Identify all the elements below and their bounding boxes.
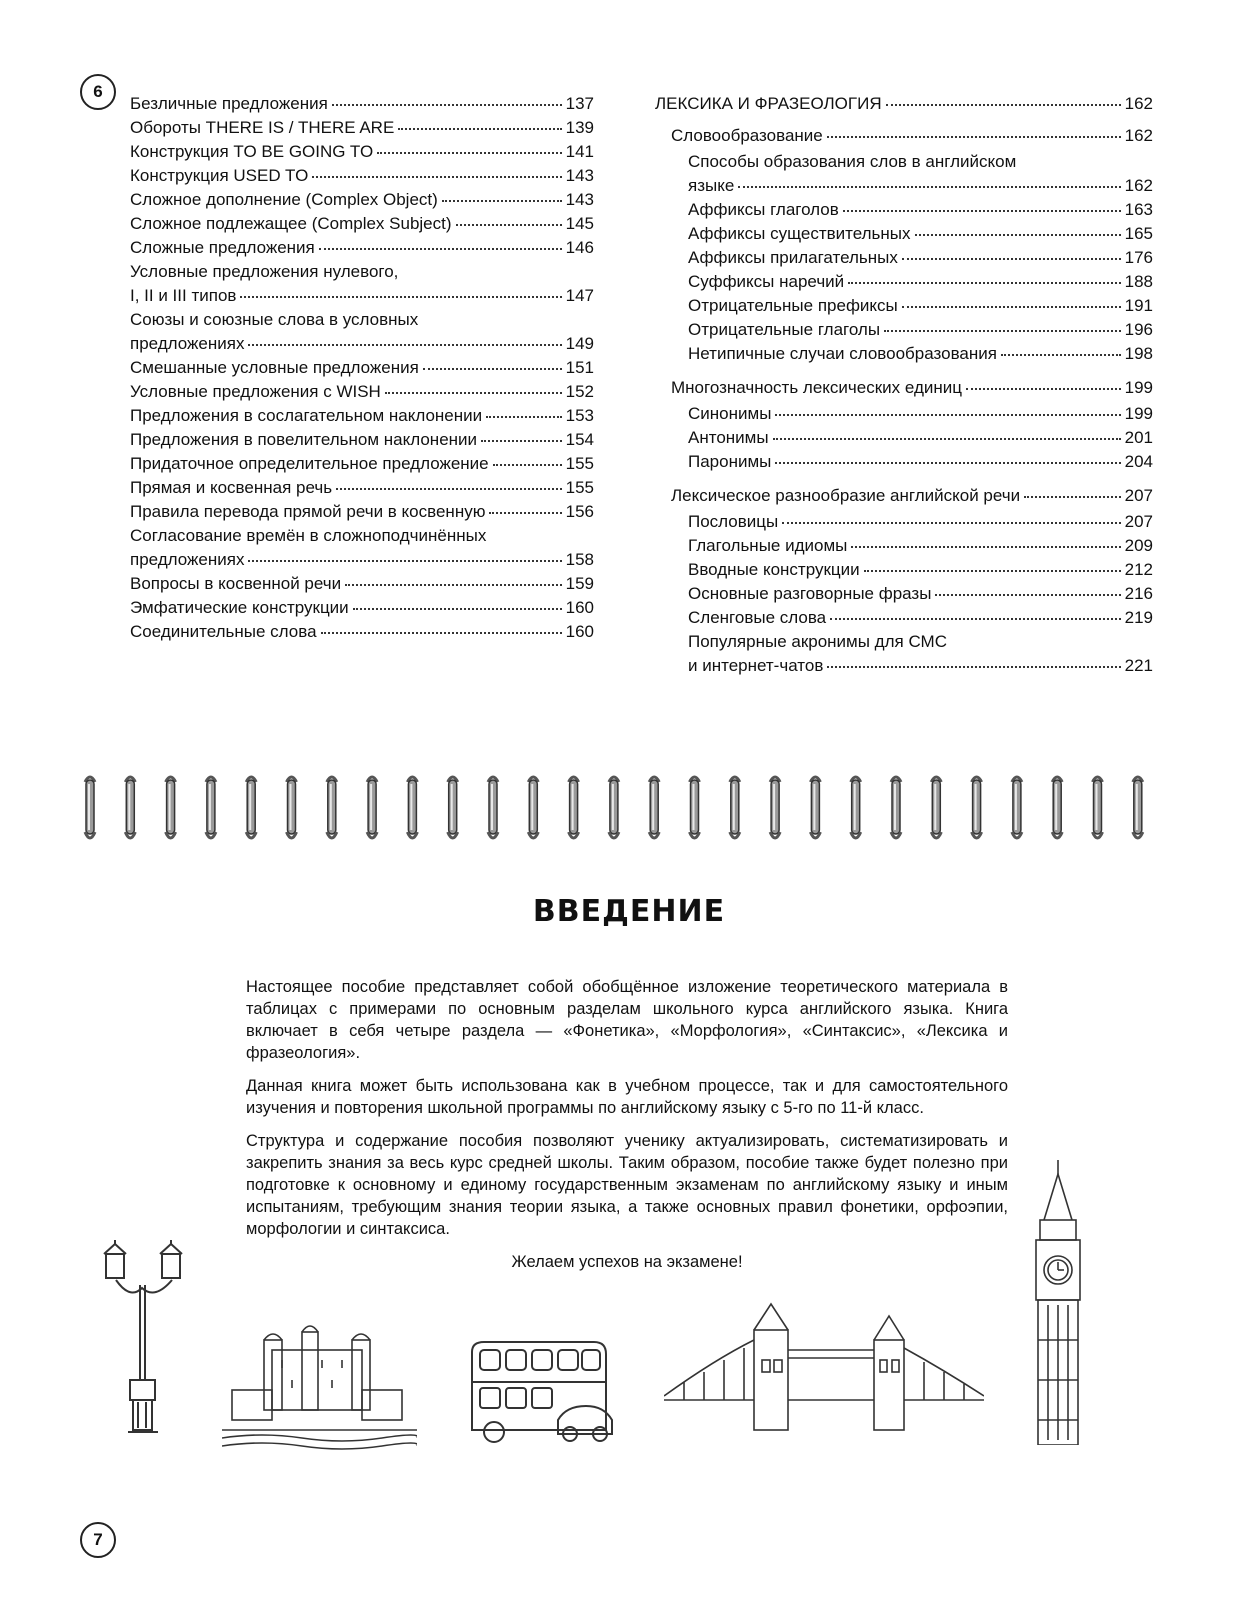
toc-entry (688, 558, 1153, 582)
binding-ring (1093, 777, 1103, 838)
binding-ring (407, 777, 417, 838)
toc-entry-line1: Популярные акронимы для СМС (688, 632, 947, 651)
toc-entry (130, 620, 594, 644)
binding-ring (125, 777, 135, 838)
toc-subsection (671, 124, 1153, 148)
toc-entry-title: Основные разговорные фразы (688, 584, 932, 603)
toc-section-title: ЛЕКСИКА И ФРАЗЕОЛОГИЯ (655, 94, 882, 113)
toc-entry-line1: Согласование времён в сложноподчинённых (130, 526, 487, 545)
dot-leader (902, 257, 1121, 260)
binding-ring (1052, 777, 1062, 838)
dot-leader (935, 593, 1120, 596)
toc-entry (688, 606, 1153, 630)
toc-entry-title: Правила перевода прямой речи в косвенную (130, 502, 486, 521)
toc-entry (130, 188, 594, 212)
dot-leader (486, 415, 561, 418)
toc-entry (130, 596, 594, 620)
dot-leader (489, 511, 561, 514)
toc-entry-page: 153 (565, 406, 594, 425)
toc-subsection (671, 484, 1153, 508)
toc-entry (688, 342, 1153, 366)
toc-entry (130, 284, 594, 308)
intro-closing: Желаем успехов на экзамене! (511, 1253, 743, 1271)
toc-entry-line1: Способы образования слов в английском (688, 152, 1017, 171)
dot-leader (312, 175, 561, 178)
toc-entry-page: 143 (565, 190, 594, 209)
toc-entry (688, 510, 1153, 534)
intro-body (246, 976, 1008, 1273)
toc-entry (130, 236, 594, 260)
toc-entry-page: 207 (1124, 512, 1153, 531)
toc-entry-title: Конструкция USED TO (130, 166, 309, 185)
dot-leader (902, 305, 1121, 308)
tower-of-london-illustration (222, 1320, 417, 1450)
toc-entry (130, 140, 594, 164)
toc-entry-title: Суффиксы наречий (688, 272, 845, 291)
binding-ring (851, 777, 861, 838)
binding-ring (891, 777, 901, 838)
binding-ring (166, 777, 176, 838)
toc-group (655, 484, 1153, 678)
toc-entry (130, 380, 594, 404)
toc-entry (130, 476, 594, 500)
dot-leader (248, 559, 561, 562)
dot-leader (377, 151, 561, 154)
toc-entry-title: Эмфатические конструкции (130, 598, 349, 617)
dot-leader (827, 665, 1120, 668)
toc-entry-page: 160 (565, 598, 594, 617)
dot-leader (848, 281, 1120, 284)
toc-entry (130, 92, 594, 116)
toc-entry-page: 159 (565, 574, 594, 593)
binding-ring (327, 777, 337, 838)
toc-entry (130, 452, 594, 476)
toc-entry-line1: Условные предложения нулевого, (130, 262, 399, 281)
toc-group (655, 376, 1153, 474)
binding-ring (367, 777, 377, 838)
toc-entry-page: 160 (565, 622, 594, 641)
toc-entry-title: Отрицательные префиксы (688, 296, 898, 315)
toc-entry (130, 548, 594, 572)
toc-entry-page: 158 (565, 550, 594, 569)
toc-entry-page: 143 (565, 166, 594, 185)
toc-entry-page: 212 (1124, 560, 1153, 579)
binding-ring (931, 777, 941, 838)
toc-entry (688, 246, 1153, 270)
dot-leader (353, 607, 562, 610)
binding-ring (206, 777, 216, 838)
toc-entry (130, 212, 594, 236)
toc-entry-title: Синонимы (688, 404, 772, 423)
binding-ring (609, 777, 619, 838)
dot-leader (456, 223, 562, 226)
toc-section (655, 92, 1153, 116)
dot-leader (332, 103, 562, 106)
toc-entry-title: Вводные конструкции (688, 560, 860, 579)
binding-ring (448, 777, 458, 838)
toc-entry (130, 428, 594, 452)
toc-entry-page: 188 (1124, 272, 1153, 291)
dot-leader (423, 367, 562, 370)
toc-entry-page: 155 (565, 454, 594, 473)
toc-entry (688, 294, 1153, 318)
toc-entry-title: Аффиксы глаголов (688, 200, 839, 219)
toc-entry-page: 147 (565, 286, 594, 305)
binding-ring (1012, 777, 1022, 838)
toc-subsection-title: Многозначность лексических единиц (671, 378, 963, 397)
toc-entry-title: Нетипичные случаи словообразования (688, 344, 997, 363)
toc-entry (130, 164, 594, 188)
toc-entry-title: Паронимы (688, 452, 772, 471)
toc-entry-page: 146 (565, 238, 594, 257)
dot-leader (830, 617, 1121, 620)
binding-ring (85, 777, 95, 838)
dot-leader (864, 569, 1121, 572)
toc-entry (688, 450, 1153, 474)
dot-leader (442, 199, 562, 202)
toc-entry-title: языке (688, 176, 735, 195)
toc-entry (688, 174, 1153, 198)
toc-entry (688, 270, 1153, 294)
binding-ring (690, 777, 700, 838)
toc-entry (688, 318, 1153, 342)
toc-entry (130, 356, 594, 380)
dot-leader (240, 295, 561, 298)
binding-ring (488, 777, 498, 838)
toc-entry (130, 332, 594, 356)
toc-entry (688, 582, 1153, 606)
dot-leader (321, 631, 562, 634)
toc-entry-page: 137 (565, 94, 594, 113)
toc-entry-title: Предложения в сослагательном наклонении (130, 406, 483, 425)
toc-entry-title: Вопросы в косвенной речи (130, 574, 342, 593)
binding-ring (730, 777, 740, 838)
toc-entry-page: 151 (565, 358, 594, 377)
binding-ring (649, 777, 659, 838)
toc-entry-page: 139 (565, 118, 594, 137)
toc-entry-page: 176 (1124, 248, 1153, 267)
toc-subsection-title: Лексическое разнообразие английской речи (671, 486, 1021, 505)
toc-subsection-page: 199 (1124, 378, 1153, 397)
toc-entry-title: Аффиксы прилагательных (688, 248, 898, 267)
toc-entry-page: 219 (1124, 608, 1153, 627)
toc-right-column (655, 92, 1153, 688)
tower-bridge-illustration (664, 1300, 984, 1440)
dot-leader (966, 387, 1121, 390)
toc-entry-page: 155 (565, 478, 594, 497)
binding-ring (1133, 777, 1143, 838)
toc-entry-page: 152 (565, 382, 594, 401)
toc-entry-title: Прямая и косвенная речь (130, 478, 333, 497)
toc-subsection-page: 162 (1124, 126, 1153, 145)
big-ben-illustration (1030, 1160, 1086, 1445)
toc-entry-page: 209 (1124, 536, 1153, 555)
toc-entry-page: 162 (1124, 176, 1153, 195)
toc-entry-title: Сленговые слова (688, 608, 827, 627)
toc-entry-page: 163 (1124, 200, 1153, 219)
toc-entry-page: 196 (1124, 320, 1153, 339)
toc-entry-title: Соединительные слова (130, 622, 317, 641)
toc-subsection (671, 376, 1153, 400)
toc-subsection-title: Словообразование (671, 126, 823, 145)
dot-leader (385, 391, 562, 394)
toc-entry-title: Конструкция TO BE GOING TO (130, 142, 374, 161)
toc-entry-title: Безличные предложения (130, 94, 328, 113)
toc-entry (688, 402, 1153, 426)
spiral-binding (80, 770, 1180, 850)
dot-leader (481, 439, 562, 442)
toc-entry-title: Условные предложения с WISH (130, 382, 381, 401)
toc-entry-title: Отрицательные глаголы (688, 320, 881, 339)
dot-leader (319, 247, 562, 250)
toc-entry-title: и интернет-чатов (688, 656, 824, 675)
toc-entry-page: 198 (1124, 344, 1153, 363)
toc-entry-page: 145 (565, 214, 594, 233)
dot-leader (738, 185, 1120, 188)
dot-leader (345, 583, 561, 586)
dot-leader (398, 127, 561, 130)
binding-ring (287, 777, 297, 838)
binding-ring (528, 777, 538, 838)
toc-entry-page: 156 (565, 502, 594, 521)
toc-entry-title: Обороты THERE IS / THERE ARE (130, 118, 395, 137)
toc-entry-page: 154 (565, 430, 594, 449)
intro-paragraph: Настоящее пособие представляет собой обобщённое изложение теоретического материала в таблицах с примерами по основным разделам школьного курса английского языка. Книга включает в себя четыре раздела — «Фонетика», «Морфология», «Синтаксис», «Лексика и фразеология». (246, 978, 1008, 1062)
toc-entry-page: 204 (1124, 452, 1153, 471)
toc-entry-title: Пословицы (688, 512, 779, 531)
toc-entry-page: 141 (565, 142, 594, 161)
toc-entry-title: Придаточное определительное предложение (130, 454, 489, 473)
toc-entry-title: Смешанные условные предложения (130, 358, 419, 377)
intro-paragraph: Структура и содержание пособия позволяют ученику актуализировать, систематизировать и закрепить знания за весь курс средней школы. Таким образом, пособие также будет полезно при подготовке к основному и единому государственным экзаменам по английскому языку и иным испытаниям, требующим знания теории языка, а также основных правил фонетики, орфоэпии, морфологии и синтаксиса. (246, 1132, 1008, 1238)
toc-entry-page: 191 (1124, 296, 1153, 315)
toc-entry-title: Предложения в повелительном наклонении (130, 430, 478, 449)
double-decker-bus-illustration (466, 1338, 616, 1446)
toc-entry-title: Сложные предложения (130, 238, 315, 257)
page-number-top: 6 (80, 74, 116, 110)
dot-leader (782, 521, 1120, 524)
dot-leader (1024, 495, 1121, 498)
toc-entry (688, 534, 1153, 558)
intro-title: ВВЕДЕНИЕ (532, 894, 726, 929)
toc-entry (130, 500, 594, 524)
binding-ring (770, 777, 780, 838)
toc-entry-page: 221 (1124, 656, 1153, 675)
toc-subsection-page: 207 (1124, 486, 1153, 505)
toc-entry-title: Сложное подлежащее (Complex Subject) (130, 214, 452, 233)
toc-entry-title: предложениях (130, 550, 245, 569)
binding-ring (246, 777, 256, 838)
binding-ring (972, 777, 982, 838)
toc-entry (130, 116, 594, 140)
dot-leader (773, 437, 1121, 440)
dot-leader (886, 103, 1121, 106)
page-number-bottom: 7 (80, 1522, 116, 1558)
toc-entry (688, 654, 1153, 678)
dot-leader (884, 329, 1121, 332)
toc-entry-title: I, II и III типов (130, 286, 237, 305)
dot-leader (493, 463, 562, 466)
toc-entry-page: 216 (1124, 584, 1153, 603)
toc-section-page: 162 (1124, 94, 1153, 113)
dot-leader (336, 487, 562, 490)
dot-leader (1001, 353, 1121, 356)
toc-entry-page: 165 (1124, 224, 1153, 243)
toc-entry-page: 199 (1124, 404, 1153, 423)
toc-entry (688, 426, 1153, 450)
dot-leader (248, 343, 561, 346)
toc-entry-title: Антонимы (688, 428, 769, 447)
toc-entry (688, 222, 1153, 246)
dot-leader (915, 233, 1121, 236)
binding-ring (569, 777, 579, 838)
toc-entry-page: 149 (565, 334, 594, 353)
toc-entry-line1: Союзы и союзные слова в условных (130, 310, 419, 329)
toc-entry-title: Аффиксы существительных (688, 224, 911, 243)
dot-leader (843, 209, 1121, 212)
toc-entry-title: предложениях (130, 334, 245, 353)
toc-left-column (130, 92, 594, 644)
street-lamp-illustration (100, 1240, 190, 1440)
toc-entry (130, 572, 594, 596)
dot-leader (827, 135, 1121, 138)
binding-ring (810, 777, 820, 838)
intro-paragraph: Данная книга может быть использована как в учебном процессе, так и для самостоятельного изучения и повторения школьной программы по английскому языку с 5-го по 11-й класс. (246, 1077, 1008, 1117)
toc-entry (688, 198, 1153, 222)
toc-group (655, 124, 1153, 366)
dot-leader (775, 461, 1120, 464)
toc-entry-title: Сложное дополнение (Complex Object) (130, 190, 438, 209)
toc-entry (130, 404, 594, 428)
toc-entry-page: 201 (1124, 428, 1153, 447)
dot-leader (775, 413, 1120, 416)
dot-leader (851, 545, 1120, 548)
toc-entry-title: Глагольные идиомы (688, 536, 848, 555)
